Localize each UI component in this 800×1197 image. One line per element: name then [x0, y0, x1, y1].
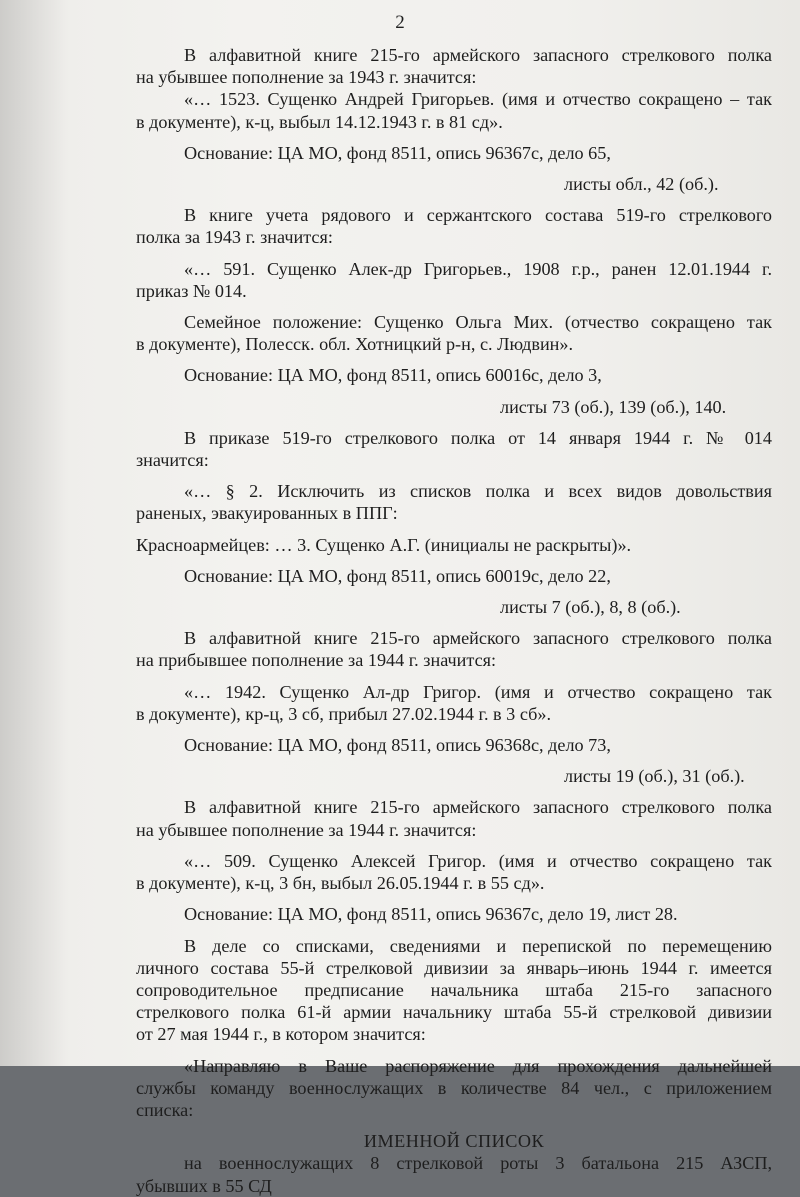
text-line: в документе), Полесск. обл. Хотницкий р-н, с. Людвин». [136, 334, 574, 355]
text-line: «Направляю в Ваше распоряжение для прохождения дальнейшей [184, 1055, 772, 1076]
text-line: Красноармейцев: … 3. Сущенко А.Г. (инициалы не раскрыты)». [136, 534, 632, 555]
text-line: В книге учета рядового и сержантского состава 519-го стрелкового [184, 205, 772, 226]
basis-sheets-line: листы обл., 42 (об.). [564, 174, 719, 195]
list-heading: ИМЕННОЙ СПИСОК [363, 1131, 545, 1152]
text-line: на убывшее пополнение за 1943 г. значится: [136, 67, 477, 88]
text-line: списка: [136, 1099, 194, 1120]
text-line: «… 1942. Сущенко Ал-др Григор. (имя и отчество сокращено так [184, 681, 772, 702]
text-line: в документе), к-ц, выбыл 14.12.1943 г. в 81 сд». [136, 111, 503, 132]
basis-line: Основание: ЦА МО, фонд 8511, опись 60016с, дело 3, [184, 365, 602, 386]
text-line: В алфавитной книге 215-го армейского запасного стрелкового полка [184, 628, 772, 649]
text-line: «… 591. Сущенко Алек-др Григорьев., 1908 г.р., ранен 12.01.1944 г. [184, 258, 772, 279]
text-line: раненых, эвакуированных в ППГ: [136, 503, 398, 524]
document-body [136, 44, 772, 1197]
text-line: в документе), кр-ц, 3 сб, прибыл 27.02.1944 г. в 3 сб». [136, 703, 552, 724]
text-line: в документе), к-ц, 3 бн, выбыл 26.05.1944 г. в 55 сд». [136, 873, 545, 894]
text-line: В алфавитной книге 215-го армейского запасного стрелкового полка [184, 797, 772, 818]
text-line: на прибывшее пополнение за 1944 г. значится: [136, 650, 497, 671]
text-line: личного состава 55-й стрелковой дивизии за январь–июнь 1944 г. имеется [136, 957, 772, 978]
text-line: от 27 мая 1944 г., в котором значится: [136, 1024, 426, 1045]
page-edge-shadow [0, 0, 70, 1066]
text-line: убывших в 55 СД [136, 1175, 272, 1196]
text-line: сопроводительное предписание начальника штаба 215-го запасного [136, 979, 772, 1000]
basis-line: Основание: ЦА МО, фонд 8511, опись 60019с, дело 22, [184, 565, 611, 586]
text-line: В алфавитной книге 215-го армейского запасного стрелкового полка [184, 45, 772, 65]
basis-line: Основание: ЦА МО, фонд 8511, опись 96368с, дело 73, [184, 735, 611, 756]
text-line: на убывшее пополнение за 1944 г. значится: [136, 819, 477, 840]
text-line: значится: [136, 450, 209, 471]
text-line: «… 509. Сущенко Алексей Григор. (имя и отчество сокращено так [184, 850, 772, 871]
basis-line: Основание: ЦА МО, фонд 8511, опись 96367с, дело 65, [184, 142, 611, 163]
text-line: В приказе 519-го стрелкового полка от 14 января 1944 г. № 014 [184, 427, 772, 448]
text-line: «… 1523. Сущенко Андрей Григорьев. (имя и отчество сокращено – так [184, 89, 772, 110]
basis-sheets-line: листы 7 (об.), 8, 8 (об.). [500, 597, 681, 618]
text-line: службы команду военнослужащих в количестве 84 чел., с приложением [136, 1077, 772, 1098]
text-line: полка за 1943 г. значится: [136, 227, 333, 248]
text-line: В деле со списками, сведениями и перепиской по перемещению [184, 935, 772, 956]
text-line: приказ № 014. [136, 280, 247, 301]
basis-sheets-line: листы 73 (об.), 139 (об.), 140. [500, 396, 727, 417]
basis-line: Основание: ЦА МО, фонд 8511, опись 96367с, дело 19, лист 28. [184, 904, 678, 925]
basis-sheets-line: листы 19 (об.), 31 (об.). [564, 766, 745, 787]
text-line: стрелкового полка 61-й армии начальнику штаба 55-й стрелковой дивизии [136, 1002, 772, 1023]
page-number: 2 [395, 12, 405, 33]
text-line: на военнослужащих 8 стрелковой роты 3 батальона 215 АЗСП, [184, 1153, 772, 1174]
text-line: Семейное положение: Сущенко Ольга Мих. (отчество сокращено так [184, 312, 772, 333]
text-line: «… § 2. Исключить из списков полка и всех видов довольствия [184, 481, 772, 502]
